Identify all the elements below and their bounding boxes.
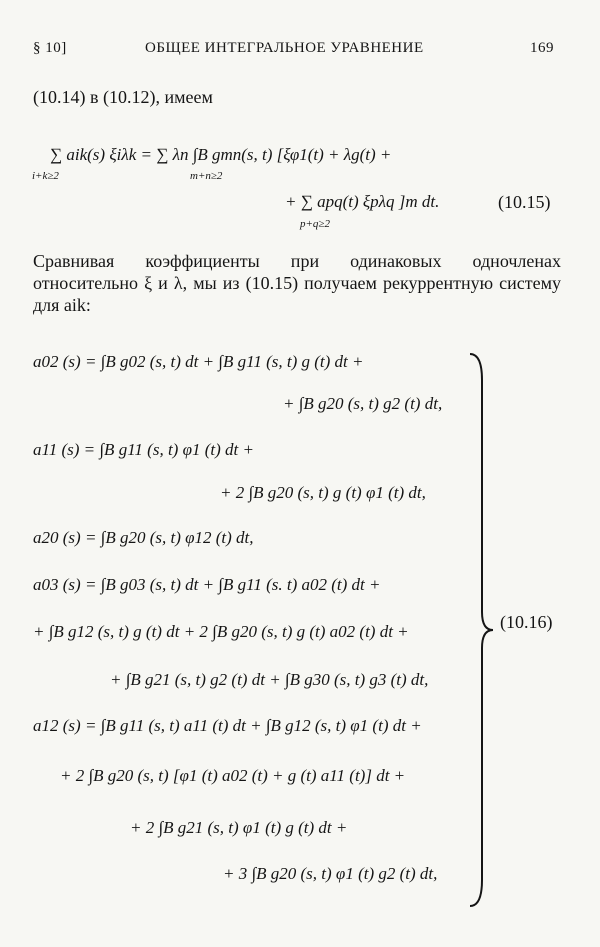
system-line-11: + 2 ∫B g21 (s, t) φ1 (t) g (t) dt + bbox=[130, 818, 348, 837]
section-label: § 10] bbox=[33, 40, 67, 56]
equation-10-15-line-1: ∑ aik(s) ξiλk = ∑ λn ∫B gmn(s, t) [ξφ1(t) + λg(t) + bbox=[50, 145, 392, 164]
system-line-6: a03 (s) = ∫B g03 (s, t) dt + ∫B g11 (s. t) a02 (t) dt + bbox=[33, 575, 381, 594]
system-line-4: + 2 ∫B g20 (s, t) g (t) φ1 (t) dt, bbox=[220, 483, 426, 502]
equation-number-10-15: (10.15) bbox=[498, 192, 551, 212]
system-line-12: + 3 ∫B g20 (s, t) φ1 (t) g2 (t) dt, bbox=[223, 864, 438, 883]
page-number: 169 bbox=[530, 40, 554, 56]
right-brace bbox=[462, 350, 496, 910]
system-line-8: + ∫B g21 (s, t) g2 (t) dt + ∫B g30 (s, t) g3 (t) dt, bbox=[110, 670, 429, 689]
system-line-9: a12 (s) = ∫B g11 (s, t) a11 (t) dt + ∫B g12 (s, t) φ1 (t) dt + bbox=[33, 716, 422, 735]
system-line-5: a20 (s) = ∫B g20 (s, t) φ12 (t) dt, bbox=[33, 528, 254, 547]
equation-10-15-line-2: + ∑ apq(t) ξpλq ]m dt. bbox=[285, 192, 440, 211]
sum-subscript-mid: m+n≥2 bbox=[190, 170, 223, 182]
running-title: ОБЩЕЕ ИНТЕГРАЛЬНОЕ УРАВНЕНИЕ bbox=[145, 40, 424, 56]
sum-subscript-right: p+q≥2 bbox=[300, 218, 330, 230]
intro-text: (10.14) в (10.12), имеем bbox=[33, 87, 213, 107]
body-paragraph: Сравнивая коэффициенты при одинаковых одночленах относительно ξ и λ, мы из (10.15) получаем рекуррентную систему для aik: bbox=[33, 251, 561, 315]
equation-number-10-16: (10.16) bbox=[500, 612, 553, 632]
system-line-1: a02 (s) = ∫B g02 (s, t) dt + ∫B g11 (s, t) g (t) dt + bbox=[33, 352, 364, 371]
sum-subscript-left: i+k≥2 bbox=[32, 170, 59, 182]
system-line-2: + ∫B g20 (s, t) g2 (t) dt, bbox=[283, 394, 443, 413]
system-line-10: + 2 ∫B g20 (s, t) [φ1 (t) a02 (t) + g (t) a11 (t)] dt + bbox=[60, 766, 406, 785]
system-line-3: a11 (s) = ∫B g11 (s, t) φ1 (t) dt + bbox=[33, 440, 254, 459]
system-line-7: + ∫B g12 (s, t) g (t) dt + 2 ∫B g20 (s, t) g (t) a02 (t) dt + bbox=[33, 622, 409, 641]
